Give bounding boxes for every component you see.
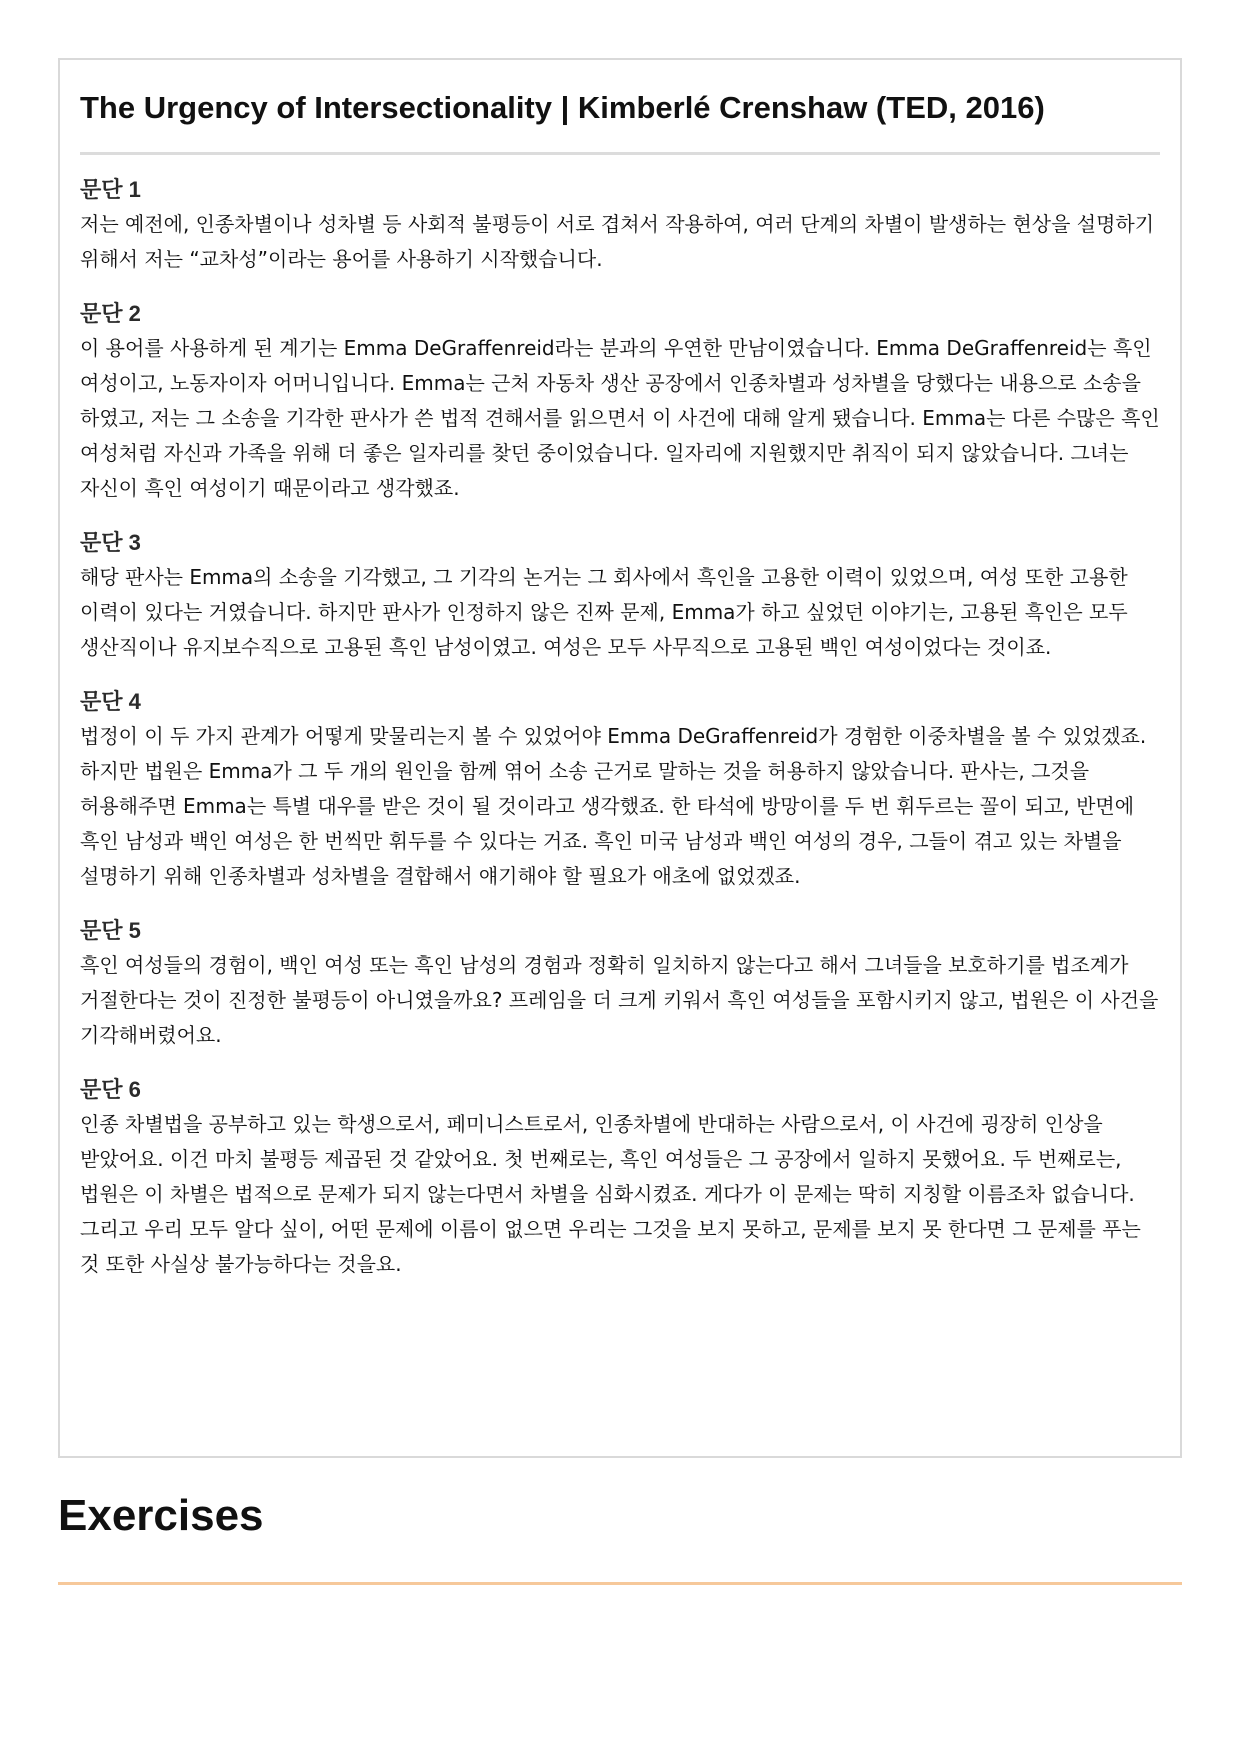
paragraph-block [80,1075,1160,1282]
paragraph-heading: 문단 1 [80,177,141,202]
paragraph-heading: 문단 4 [80,689,141,714]
paragraph-text: 인종 차별법을 공부하고 있는 학생으로서, 페미니스트로서, 인종차별에 반대하는 사람으로서, 이 사건에 굉장히 인상을 받았어요. 이건 마치 불평등 제곱된 것 같았어요. 첫 번째로는, 흑인 여성들은 그 공장에서 일하지 못했어요. 두 번째로는, 법원은 이 차별은 법적으로 문제가 되지 않는다면서 차별을 심화시켰죠. 게다가 이 문제는 딱히 지칭할 이름조차 없습니다. 그리고 우리 모두 알다 싶이, 어떤 문제에 이름이 없으면 우리는 그것을 보지 못하고, 문제를 보지 못 한다면 그 문제를 푸는 것 또한 사실상 불가능하다는 것을요. [80,1112,1141,1276]
paragraph-heading: 문단 2 [80,301,141,326]
paragraph-block [80,687,1160,894]
exercises-heading: Exercises [58,1491,264,1540]
paragraph-block [80,916,1160,1053]
paragraph-text: 저는 예전에, 인종차별이나 성차별 등 사회적 불평등이 서로 겹쳐서 작용하여, 여러 단계의 차별이 발생하는 현상을 설명하기 위해서 저는 “교차성”이라는 용어를 사용하기 시작했습니다. [80,212,1155,271]
document-title: The Urgency of Intersectionality | Kimberlé Crenshaw (TED, 2016) [80,90,1045,125]
paragraph-text: 법정이 이 두 가지 관계가 어떻게 맞물리는지 볼 수 있었어야 Emma DeGraffenreid가 경험한 이중차별을 볼 수 있었겠죠. 하지만 법원은 Emma가 그 두 개의 원인을 함께 엮어 소송 근거로 말하는 것을 허용하지 않았습니다. 판사는, 그것을 허용해주면 Emma는 특별 대우를 받은 것이 될 것이라고 생각했죠. 한 타석에 방망이를 두 번 휘두르는 꼴이 되고, 반면에 흑인 남성과 백인 여성은 한 번씩만 휘두를 수 있다는 거죠. 흑인 미국 남성과 백인 여성의 경우, 그들이 겪고 있는 차별을 설명하기 위해 인종차별과 성차별을 결합해서 얘기해야 할 필요가 애초에 없었겠죠. [80,724,1147,888]
paragraph-text: 해당 판사는 Emma의 소송을 기각했고, 그 기각의 논거는 그 회사에서 흑인을 고용한 이력이 있었으며, 여성 또한 고용한 이력이 있다는 거였습니다. 하지만 판사가 인정하지 않은 진짜 문제, Emma가 하고 싶었던 이야기는, 고용된 흑인은 모두 생산직이나 유지보수직으로 고용된 흑인 남성이였고. 여성은 모두 사무직으로 고용된 백인 여성이었다는 것이죠. [80,565,1128,659]
paragraph-block [80,175,1160,277]
title-divider [80,152,1160,155]
paragraph-block [80,528,1160,665]
paragraph-block [80,299,1160,506]
exercises-divider [58,1582,1182,1585]
paragraph-text: 흑인 여성들의 경험이, 백인 여성 또는 흑인 남성의 경험과 정확히 일치하지 않는다고 해서 그녀들을 보호하기를 법조계가 거절한다는 것이 진정한 불평등이 아니였을까요? 프레임을 더 크게 키워서 흑인 여성들을 포함시키지 않고, 법원은 이 사건을 기각해버렸어요. [80,953,1159,1047]
paragraph-heading: 문단 6 [80,1077,141,1102]
paragraph-text: 이 용어를 사용하게 된 계기는 Emma DeGraffenreid라는 분과의 우연한 만남이였습니다. Emma DeGraffenreid는 흑인 여성이고, 노동자이자 어머니입니다. Emma는 근처 자동차 생산 공장에서 인종차별과 성차별을 당했다는 내용으로 소송을 하였고, 저는 그 소송을 기각한 판사가 쓴 법적 견해서를 읽으면서 이 사건에 대해 알게 됐습니다. Emma는 다른 수많은 흑인 여성처럼 자신과 가족을 위해 더 좋은 일자리를 찾던 중이었습니다. 일자리에 지원했지만 취직이 되지 않았습니다. 그녀는 자신이 흑인 여성이기 때문이라고 생각했죠. [80,336,1160,500]
paragraph-heading: 문단 5 [80,918,141,943]
transcript-card [58,58,1182,1458]
paragraph-heading: 문단 3 [80,530,141,555]
